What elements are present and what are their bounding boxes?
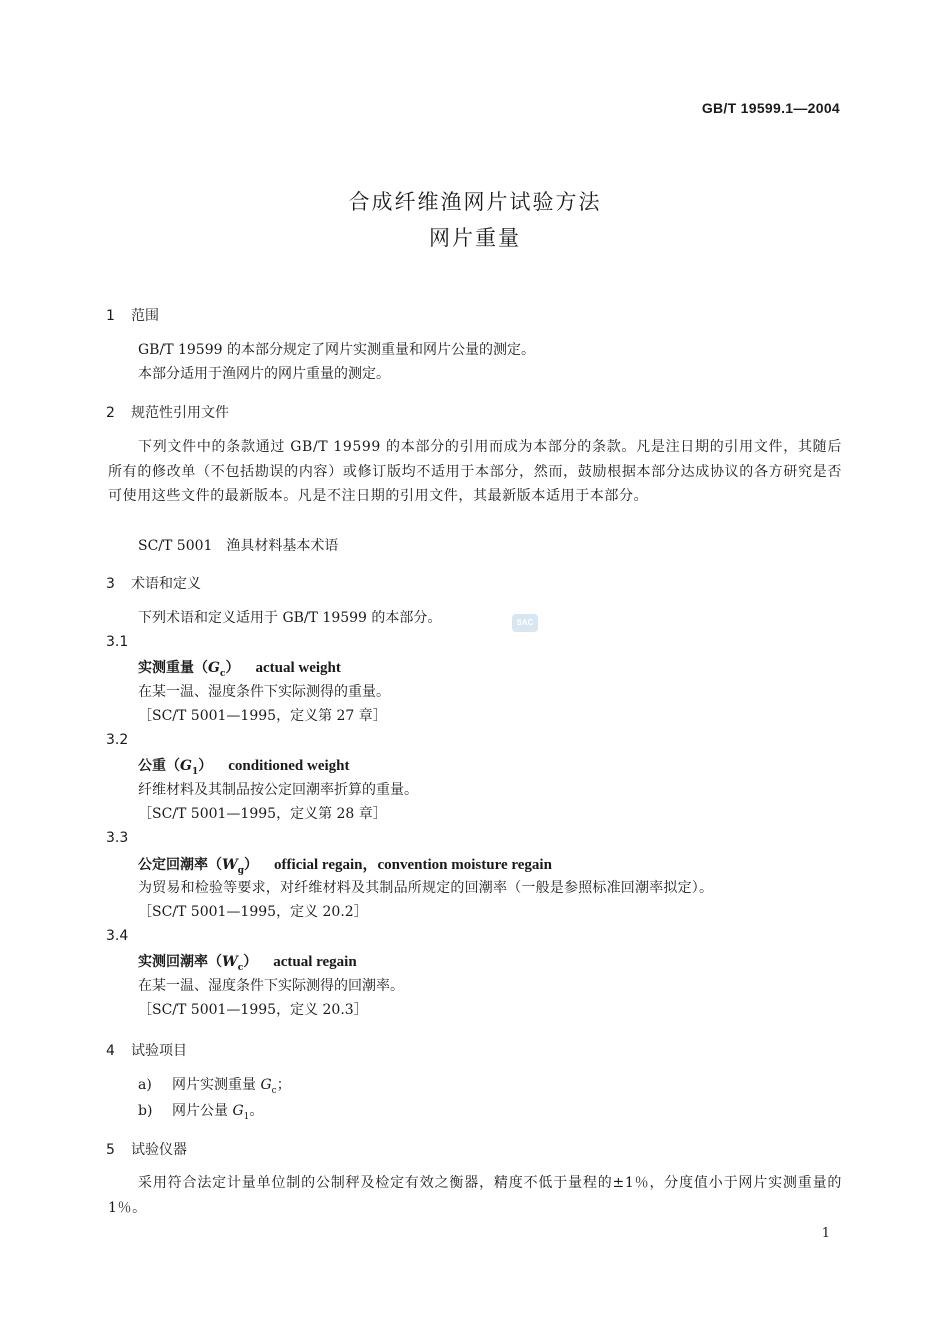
term-symbol: W: [222, 954, 238, 970]
section-title: 规范性引用文件: [131, 405, 229, 421]
clause-number: 3.2: [106, 732, 129, 748]
term-cn: 实测回潮率: [138, 954, 208, 970]
symbol-sub: c: [271, 1085, 277, 1096]
term-heading: 实测回潮率$(W_c)$ actual regain: [138, 954, 357, 973]
section-title: 试验项目: [131, 1043, 187, 1059]
list-item-text: 网片公量: [172, 1103, 233, 1119]
term-definition: 在某一温、湿度条件下实际测得的重量。: [138, 684, 390, 700]
term-symbol-sub: 1: [191, 766, 199, 777]
document-title: 合成纤维渔网片试验方法: [348, 190, 602, 214]
paragraph: 下列文件中的条款通过 GB/T 19599 的本部分的引用而成为本部分的条款。凡是注日期的引用文件，其随后所有的修改单（不包括勘误的内容）或修订版均不适用于本部分，然而，鼓励根据本部分达成协议的各方研究是否可使用这些文件的最新版本。凡是不注日期的引用文件，其最新版本适用于本部分。: [108, 439, 842, 504]
symbol: G: [232, 1103, 244, 1119]
list-item-end: ；: [276, 1077, 291, 1093]
sac-watermark-logo: SAC: [512, 614, 538, 632]
normative-reference: SC/T 5001 渔具材料基本术语: [138, 538, 339, 554]
section-number: 1: [106, 308, 115, 324]
section-title: 试验仪器: [131, 1142, 187, 1158]
symbol: G: [260, 1077, 272, 1093]
section-5-heading: [106, 1139, 187, 1159]
clause-number: 3.3: [106, 830, 129, 846]
section-number: 5: [106, 1142, 115, 1158]
section-1-heading: [106, 305, 159, 325]
clause-number: 3.1: [106, 634, 129, 650]
term-heading: 公重$(G_1)$ conditioned weight: [138, 758, 350, 777]
term-source: ［SC/T 5001—1995，定义 20.2］: [138, 904, 368, 920]
section-4-heading: [106, 1040, 187, 1060]
section-2-heading: [106, 402, 229, 422]
term-source: ［SC/T 5001—1995，定义第 27 章］: [138, 708, 387, 724]
list-item-text: 网片实测重量: [172, 1077, 261, 1093]
term-symbol-sub: c: [237, 962, 244, 973]
list-item-label: a): [138, 1077, 152, 1093]
term-heading: 公定回潮率$(W_g)$ official regain，convention moisture regain: [138, 857, 552, 876]
term-symbol: G: [208, 660, 220, 676]
paragraph: 本部分适用于渔网片的网片重量的测定。: [138, 366, 390, 382]
section-number: 3: [106, 576, 115, 592]
list-item-label: b): [138, 1103, 153, 1119]
term-symbol: W: [222, 857, 238, 873]
term-definition: 在某一温、湿度条件下实际测得的回潮率。: [138, 978, 404, 994]
term-symbol-sub: g: [237, 865, 245, 876]
section-title: 术语和定义: [131, 576, 201, 592]
term-definition: 纤维材料及其制品按公定回潮率折算的重量。: [138, 782, 418, 798]
term-symbol: G: [180, 758, 192, 774]
standard-number: GB/T 19599.1—2004: [701, 100, 840, 116]
section-3-heading: [106, 573, 201, 593]
document-subtitle: 网片重量: [429, 226, 521, 250]
page-number: 1: [821, 1226, 830, 1241]
term-cn: 实测重量: [138, 660, 194, 676]
paragraph: 下列术语和定义适用于 GB/T 19599 的本部分。: [138, 610, 442, 626]
term-definition: 为贸易和检验等要求，对纤维材料及其制品所规定的回潮率（一般是参照标准回潮率拟定）。: [138, 880, 714, 896]
clause-number: 3.4: [106, 928, 129, 944]
term-symbol-sub: c: [219, 668, 226, 679]
section-number: 2: [106, 405, 115, 421]
list-item: [138, 1099, 263, 1129]
term-heading: 实测重量$(G_c)$ actual weight: [138, 660, 341, 679]
term-cn: 公重: [138, 758, 166, 774]
term-en: conditioned weight: [228, 758, 350, 774]
term-en: official regain，convention moisture regain: [274, 857, 552, 873]
term-source: ［SC/T 5001—1995，定义 20.3］: [138, 1002, 368, 1018]
paragraph: 采用符合法定计量单位制的公制秤及检定有效之衡器，精度不低于量程的±1％，分度值小于网片实测重量的 1％。: [108, 1175, 842, 1216]
symbol-sub: 1: [243, 1111, 250, 1122]
term-en: actual weight: [255, 660, 341, 676]
term-cn: 公定回潮率: [138, 857, 208, 873]
section-number: 4: [106, 1043, 115, 1059]
term-source: ［SC/T 5001—1995，定义第 28 章］: [138, 806, 387, 822]
section-title: 范围: [131, 308, 159, 324]
term-en: actual regain: [273, 954, 357, 970]
list-item-end: 。: [249, 1103, 264, 1119]
paragraph: GB/T 19599 的本部分规定了网片实测重量和网片公量的测定。: [138, 342, 535, 358]
